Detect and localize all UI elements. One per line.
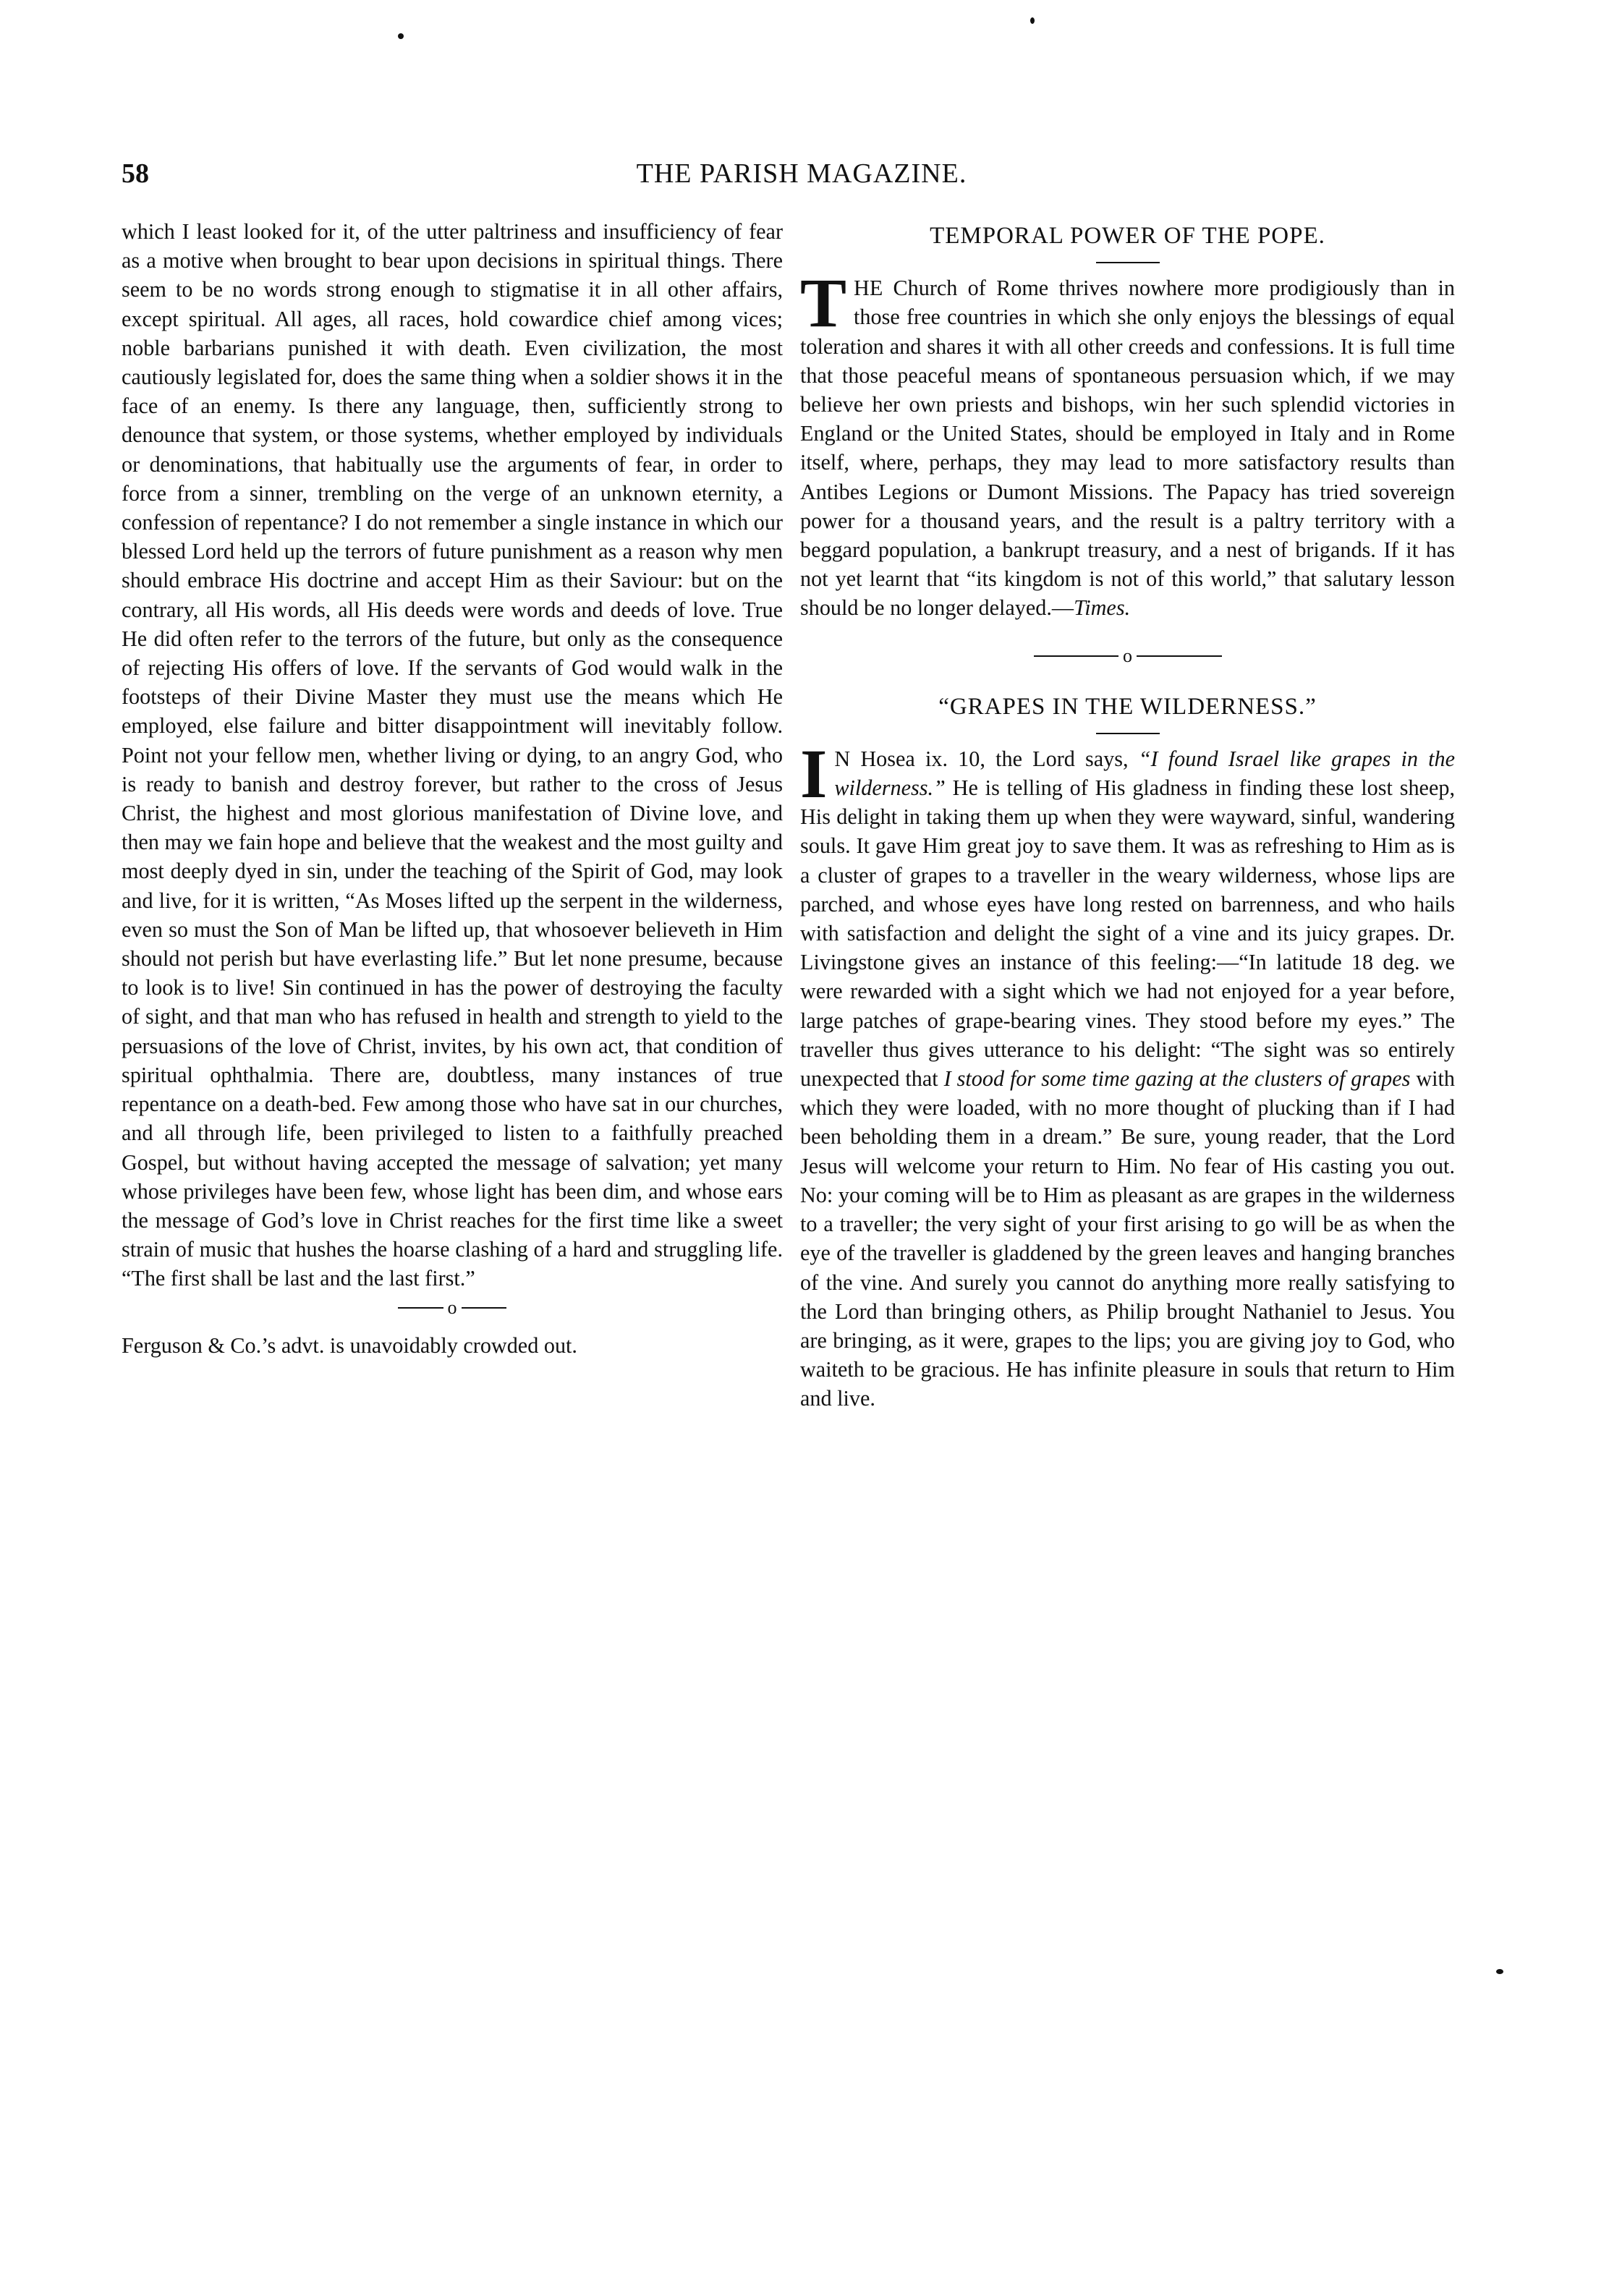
advertisement-notice: Ferguson & Co.’s advt. is unavoidably crowded out. bbox=[122, 1332, 577, 1358]
right-column bbox=[800, 217, 1455, 1413]
page-number: 58 bbox=[122, 158, 149, 189]
left-column bbox=[122, 217, 783, 1360]
article-body-grapes: I N Hosea ix. 10, the Lord says, “I found Israel like grapes in the wilderness.” He is telling of His gladness in finding these lost sheep, His delight in taking them up when they were wayward, sinful, wandering souls. It gave Him great joy to save them. It was as refreshing to Him as is a cluster of grapes to a traveller in the weary wilderness, whose lips are parched, and whose eyes have long rested on barrenness, and who hails with satisfaction and delight the sight of a vine and its juicy grapes. Dr. Livingstone gives an instance of this feeling:—“In latitude 18 deg. we were rewarded with a sight which we had not enjoyed for a year before, large patches of grape-bearing vines. They stood before my eyes.” The traveller thus gives utterance to his delight: “The sight was so entirely unexpected that I stood for some time gazing at the clusters of grapes with which they were loaded, with no more thought of plucking than if I had been beholding them in a dream.” Be sure, young reader, that the Lord Jesus will welcome your return to Him. No fear of His casting you out. No: your coming will be to Him as pleasant as are grapes in the wilderness to a traveller; the very sight of your first arising to go will be as when the eye of the traveller is gladdened by the green leaves and hanging branches of the vine. And surely you cannot do anything more really satisfying to the Lord than bringing others, as Philip brought Nathaniel to Jesus. You are bringing, as it were, grapes to the lips; you are giving joy to God, who waiteth to be gracious. He has infinite pleasure in souls that return to Him and live. bbox=[800, 734, 1456, 1411]
print-speck bbox=[1030, 17, 1035, 24]
fear-essay-paragraph: which I least looked for it, of the utter paltriness and insufficiency of fear as a motive when brought to bear upon decisions in spiritual things. There seem to be no words strong enough to stigmatise it in all other affairs, except spiritual. All ages, all races, hold cowardice chief among vices; noble barbarians punished it with death. Even civilization, the most cautiously legislated for, does the same thing when a soldier shows it in the face of an enemy. Is there any language, then, sufficiently strong to denounce that system, or those systems, whether employed by individuals or denominations, that habitually use the arguments of fear, in order to force from a sinner, trembling on the verge of an unknown eternity, a confession of repentance? I do not remember a single instance in which our blessed Lord held up the terrors of future punishment as a reason why men should embrace His doctrine and accept Him as their Saviour: but on the contrary, all His words, all His deeds were words and deeds of love. True He did often refer to the terrors of the future, but only as the consequence of rejecting His offers of love. If the servants of God would walk in the footsteps of their Divine Master they must use the means which He employed, else failure and bitter disappointment will inevitably follow. Point not your fellow men, whether living or dying, to an angry God, who is ready to banish and destroy forever, but rather to the cross of Jesus Christ, the highest and most glorious manifestation of Divine love, and then may we fain hope and believe that the weakest and the most guilty and most deeply dyed in sin, under the teaching of the Spirit of God, may look and live, for it is written, “As Moses lifted up the serpent in the wilderness, even so must the Son of Man be lifted up, that whosoever believeth in Him should not perish but have everlasting life.” But let none presume, because to look is to live! Sin continued in has the power of destroying the faculty of sight, and that man who has refused in health and strength to yield to the persuasions of the love of Christ, invites, by his own act, that condition of spiritual ophthalmia. There are, doubtless, many instances of true repentance on a death-bed. Few among those who have sat in our churches, and all through life, been privileged to listen to a faithfully preached Gospel, but without having accepted the message of salvation; yet many whose privileges have been few, whose light has been dim, and whose ears the message of God’s love in Christ reaches for the first time like a sweet strain of music that hushes the hoarse clashing of a hard and struggling life. “The first shall be last and the last first.” bbox=[122, 219, 783, 1291]
article-title-pope: TEMPORAL POWER OF THE POPE. bbox=[930, 223, 1325, 249]
ornament-divider: o bbox=[398, 1301, 506, 1315]
article-title-grapes: “GRAPES IN THE WILDERNESS.” bbox=[938, 693, 1317, 720]
print-speck bbox=[398, 33, 404, 39]
source-attribution: Times. bbox=[1074, 595, 1131, 621]
article-body-pope: THE Church of Rome thrives nowhere more prodigiously than in those free countries in which she only enjoys the blessings of equal toleration and shares it with all other creeds and confessions. It is full time that those peaceful means of spontaneous persuasion which, if we may believe her own priests and bishops, win her such splendid victories in England or the United States, should be employed in Italy and in Rome itself, where, perhaps, they may lead to more satisfactory results than Antibes Legions or Dumont Missions. The Papacy has tried sovereign power for a thousand years, and the result is a paltry territory with a beggard population, a bankrupt treasury, and a nest of brigands. If it has not yet learnt that “its kingdom is not of this world,” that salutary lesson should be no longer delayed.—Times. bbox=[800, 264, 1455, 621]
livingstone-quote: I stood for some time gazing at the clusters of grapes bbox=[943, 1066, 1411, 1092]
ornament-divider: o bbox=[1034, 649, 1222, 663]
scripture-quote: “I found Israel like grapes in the wilderness.” bbox=[834, 746, 1455, 801]
title-rule bbox=[1096, 733, 1160, 734]
drop-cap: T bbox=[800, 264, 847, 342]
print-speck bbox=[1496, 1969, 1503, 1974]
page-header bbox=[122, 158, 1482, 201]
drop-cap: I bbox=[800, 734, 828, 812]
running-head: THE PARISH MAGAZINE. bbox=[636, 158, 967, 189]
title-rule bbox=[1096, 262, 1160, 263]
